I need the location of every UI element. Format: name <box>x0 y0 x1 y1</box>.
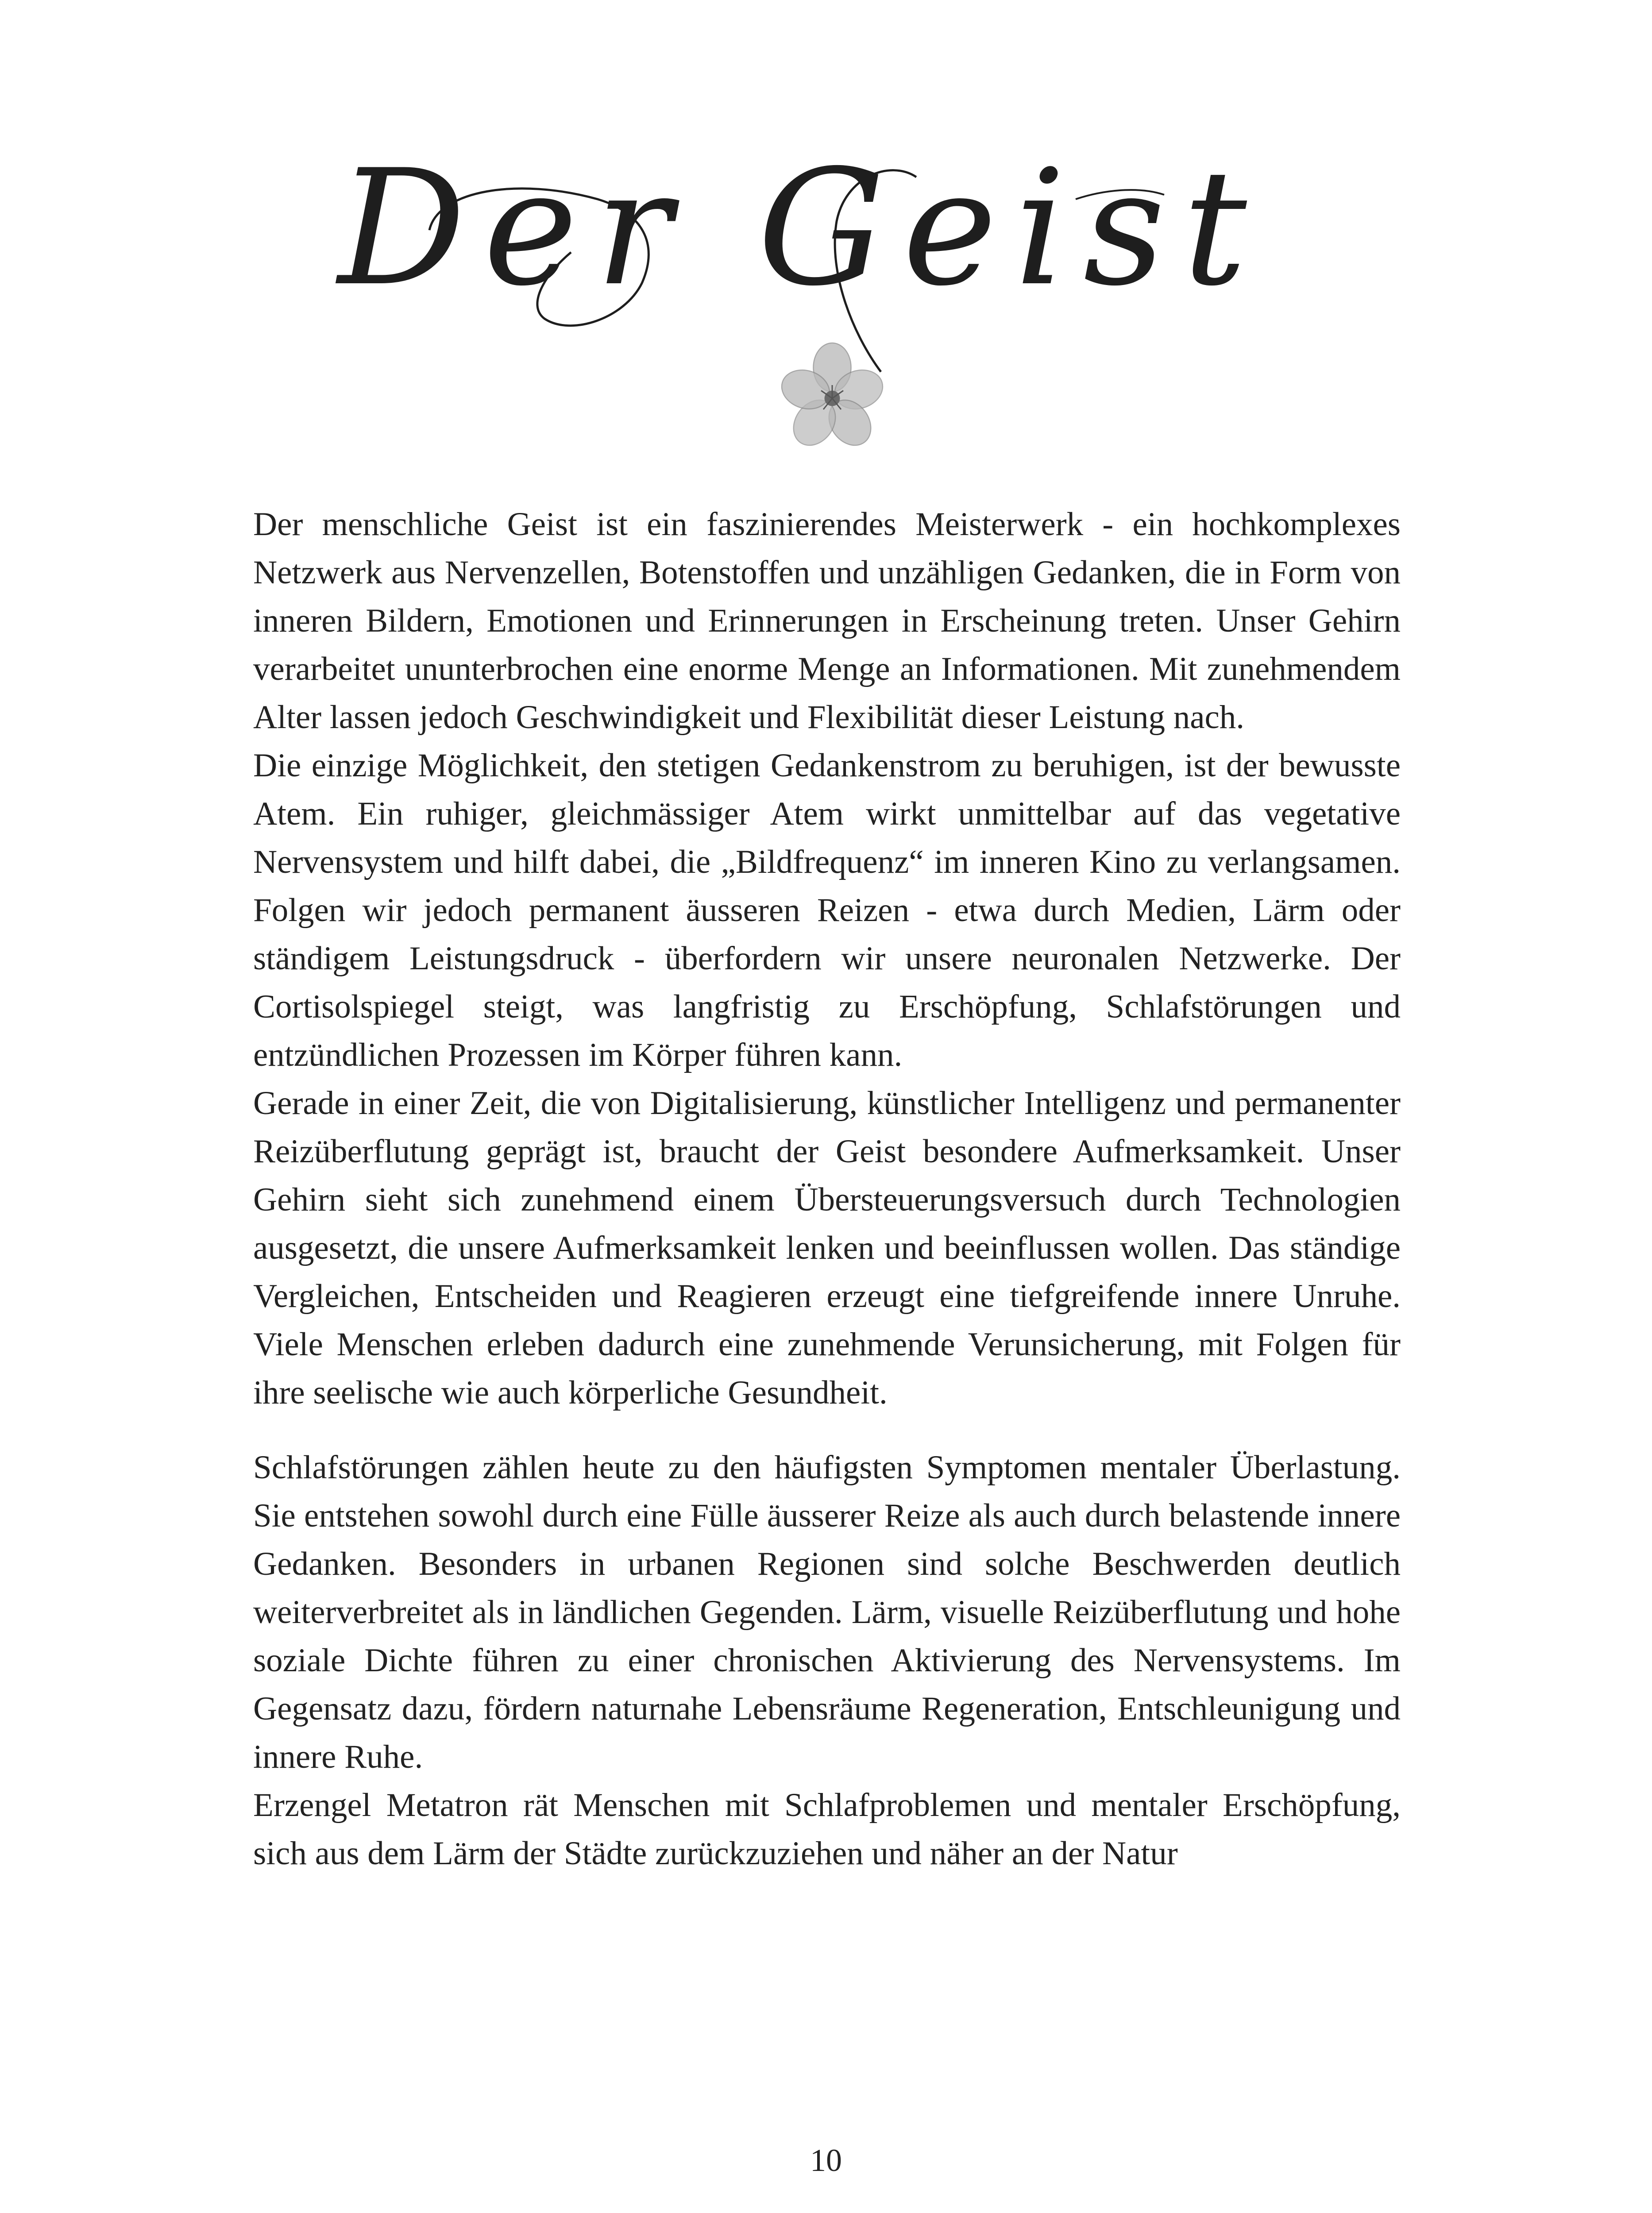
flower-icon <box>777 341 888 451</box>
chapter-title-text: Der Geist <box>338 135 1265 321</box>
paragraph-5: Erzengel Metatron rät Menschen mit Schlafproblemen und mentaler Erschöpfung, sich aus dem Lärm der Städte zurückzuziehen und näher an der Natur <box>253 1787 1401 1872</box>
body-text <box>253 500 1401 1878</box>
paragraph-3: Gerade in einer Zeit, die von Digitalisierung, künstlicher Intelligenz und permanenter Reizüberflutung geprägt ist, braucht der Geist besondere Aufmerksamkeit. Unser Gehirn sieht sich zunehmend einem Übersteuerungsversuch durch Technologien ausgesetzt, die unsere Aufmerksamkeit lenken und beeinflussen wollen. Das ständige Vergleichen, Entscheiden und Reagieren erzeugt eine tiefgreifende innere Unruhe. Viele Menschen erleben dadurch eine zunehmende Verunsicherung, mit Folgen für ihre seelische wie auch körperliche Gesundheit. <box>253 1085 1401 1411</box>
paragraph-1: Der menschliche Geist ist ein faszinierendes Meisterwerk - ein hochkomplexes Netzwerk aus Nervenzellen, Botenstoffen und unzähligen Gedanken, die in Form von inneren Bildern, Emotionen und Erinnerungen in Erscheinung treten. Unser Gehirn verarbeitet ununterbrochen eine enorme Menge an Informationen. Mit zunehmendem Alter lassen jedoch Geschwindigkeit und Flexibilität dieser Leistung nach. <box>253 506 1401 736</box>
paragraph-4: Schlafstörungen zählen heute zu den häufigsten Symptomen mentaler Überlastung. Sie entstehen sowohl durch eine Fülle äusserer Reize als auch durch belastende innere Gedanken. Besonders in urbanen Regionen sind solche Beschwerden deutlich weiterverbreitet als in ländlichen Gegenden. Lärm, visuelle Reizüberflutung und hohe soziale Dichte führen zu einer chronischen Aktivierung des Nervensystems. Im Gegensatz dazu, fördern naturnahe Lebensräume Regeneration, Entschleunigung und innere Ruhe. <box>253 1449 1401 1775</box>
paragraph-2: Die einzige Möglichkeit, den stetigen Gedankenstrom zu beruhigen, ist der bewusste Atem. Ein ruhiger, gleichmässiger Atem wirkt unmittelbar auf das vegetative Nervensystem und hilft dabei, die „Bildfrequenz“ im inneren Kino zu verlangsamen. Folgen wir jedoch permanent äusseren Reizen - etwa durch Medien, Lärm oder ständigem Leistungsdruck - überfordern wir unsere neuronalen Netzwerke. Der Cortisolspiegel steigt, was langfristig zu Erschöpfung, Schlafstörungen und entzündlichen Prozessen im Körper führen kann. <box>253 747 1401 1073</box>
page-number: 10 <box>810 2143 842 2178</box>
